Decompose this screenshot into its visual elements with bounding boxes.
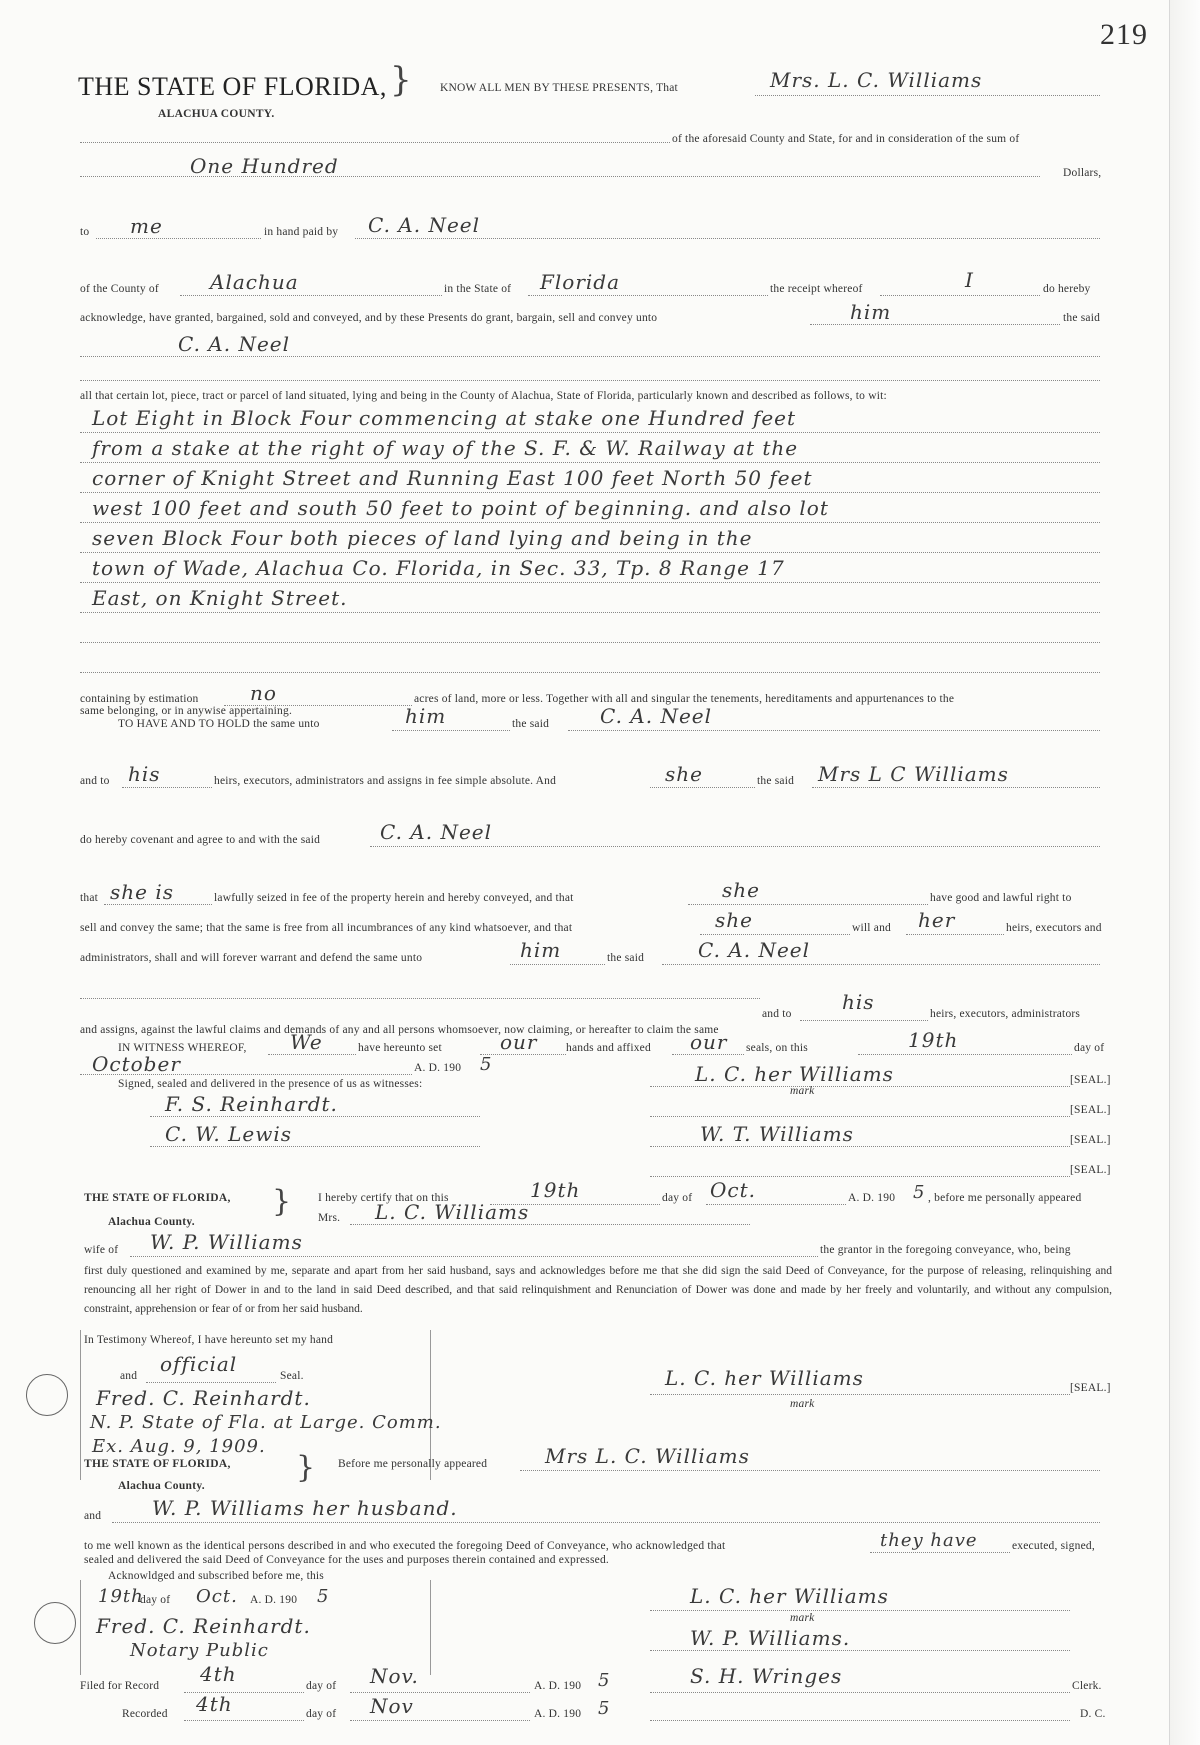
and-to-text: and to: [80, 775, 110, 787]
notary-signature: Fred. C. Reinhardt.: [96, 1386, 311, 1410]
description-line: East, on Knight Street.: [92, 586, 348, 610]
description-line: town of Wade, Alachua Co. Florida, in Sec. 33, Tp. 8 Range 17: [92, 556, 785, 580]
seal-text: Seal.: [280, 1370, 304, 1382]
know-all-men: KNOW ALL MEN BY THESE PRESENTS, That: [440, 82, 678, 94]
appertaining-text: same belonging, or in anywise appertaining.: [80, 705, 293, 717]
cert-husband: W. P. Williams: [150, 1230, 303, 1254]
ack-day: 19th: [98, 1586, 144, 1607]
receipt-pronoun: I: [965, 268, 974, 292]
cert-mrs: Mrs.: [318, 1212, 341, 1224]
clerk-text: Clerk.: [1072, 1680, 1102, 1692]
ack-day-of: day of: [140, 1594, 171, 1606]
and-to-his: his: [842, 990, 875, 1014]
do-hereby-text: do hereby: [1043, 283, 1091, 295]
covenant-grantee: C. A. Neel: [380, 820, 493, 844]
acres-text: acres of land, more or less. Together with all and singular the tenements, hereditaments and appurtenances to the: [414, 693, 955, 705]
cert-county: Alachua County.: [108, 1216, 195, 1228]
of-county-text: of the County of: [80, 283, 159, 295]
page-fold-edge: [1169, 0, 1200, 1745]
seal-label: [SEAL.]: [1070, 1104, 1111, 1116]
day-of-text: day of: [1074, 1042, 1105, 1054]
filed-ad: A. D. 190: [534, 1680, 582, 1692]
signed-sealed-text: Signed, sealed and delivered in the presence of us as witnesses:: [118, 1078, 423, 1090]
mark-text: mark: [790, 1612, 815, 1624]
grantor-signature: L. C. her Williams: [695, 1062, 894, 1086]
ack-notary-title: Notary Public: [130, 1640, 269, 1661]
heirs-said: the said: [757, 775, 795, 787]
witness-month: October: [92, 1052, 181, 1076]
subscribed-text: Acknowldged and subscribed before me, this: [108, 1570, 324, 1582]
ack-county: Alachua County.: [118, 1480, 205, 1492]
state-name: Florida: [540, 270, 620, 294]
to-have-pronoun: him: [405, 704, 447, 728]
header-brace: }: [390, 60, 412, 100]
ack-notary: Fred. C. Reinhardt.: [96, 1614, 311, 1638]
hereunto-text: have hereunto set: [358, 1042, 442, 1054]
seized-she-is: she is: [110, 880, 174, 904]
county-name: Alachua: [210, 270, 299, 294]
rec-ad: A. D. 190: [534, 1708, 582, 1720]
witness-we: We: [290, 1030, 323, 1054]
grantee-pronoun: him: [850, 300, 892, 324]
ack-text3: sealed and delivered the said Deed of Conveyance for the uses and purposes therein contained and expressed.: [84, 1554, 609, 1566]
description-line: corner of Knight Street and Running East 100 feet North 50 feet: [92, 466, 813, 490]
warrant-grantee: C. A. Neel: [698, 938, 811, 962]
recorded-text: Recorded: [122, 1708, 168, 1720]
ack-signature: L. C. her Williams: [690, 1584, 889, 1608]
hands-text: hands and affixed: [566, 1042, 651, 1054]
seized-she: she: [722, 878, 760, 902]
grantee-name: C. A. Neel: [178, 332, 291, 356]
sell-text: sell and convey the same; that the same is free from all incumbrances of any kind whatsoever, and that: [80, 922, 573, 934]
containing-text: containing by estimation: [80, 693, 199, 705]
cert-year: 5: [913, 1182, 926, 1203]
to-text: to: [80, 226, 90, 238]
witness-year: 5: [480, 1054, 493, 1075]
description-line: Lot Eight in Block Four commencing at stake one Hundred feet: [92, 406, 797, 430]
testimony-text: In Testimony Whereof, I have hereunto set my hand: [84, 1334, 334, 1346]
receipt-text: the receipt whereof: [770, 283, 863, 295]
heirs-she: she: [665, 762, 703, 786]
ack-month: Oct.: [196, 1586, 238, 1607]
description-line: from a stake at the right of way of the S. F. & W. Railway at the: [92, 436, 799, 460]
and-to-his-text: and to: [762, 1008, 792, 1020]
witness-day: 19th: [908, 1028, 959, 1052]
seized-that: that: [80, 892, 99, 904]
sell-she: she: [715, 908, 753, 932]
ack-year: 5: [317, 1586, 330, 1607]
rec-day: 4th: [196, 1692, 233, 1716]
county-heading: ALACHUA COUNTY.: [158, 108, 275, 120]
lawful-claims-text: and assigns, against the lawful claims and demands of any and all persons whomsoever, now claiming, or hereafter to claim the same: [80, 1024, 719, 1036]
will-and-text: will and: [852, 922, 891, 934]
filed-month: Nov.: [370, 1664, 419, 1688]
rec-month: Nov: [370, 1694, 414, 1718]
seized-right: have good and lawful right to: [930, 892, 1072, 904]
filed-day: 4th: [200, 1662, 237, 1686]
dollars-text: Dollars,: [1063, 167, 1102, 179]
cert-brace: }: [272, 1184, 292, 1219]
notary-title: N. P. State of Fla. at Large. Comm.: [90, 1412, 442, 1433]
cert-state: THE STATE OF FLORIDA,: [84, 1192, 231, 1204]
witness-our2: our: [690, 1030, 728, 1054]
notary-seal-mark: [34, 1602, 76, 1644]
filed-day-of: day of: [306, 1680, 337, 1692]
seal-label: [SEAL.]: [1070, 1074, 1111, 1086]
sell-her: her: [918, 908, 956, 932]
heirs-grantor: Mrs L C Williams: [818, 762, 1009, 786]
seals-text: seals, on this: [746, 1042, 808, 1054]
grantor-name: Mrs. L. C. Williams: [770, 68, 983, 92]
ack-name: Mrs L. C. Williams: [545, 1444, 750, 1468]
filed-text: Filed for Record: [80, 1680, 160, 1692]
clerk-signature: S. H. Wringes: [690, 1664, 843, 1688]
heirs-his: his: [128, 762, 161, 786]
cert-name: L. C. Williams: [375, 1200, 530, 1224]
seal-label: [SEAL.]: [1070, 1164, 1111, 1176]
cert-day: 19th: [530, 1178, 581, 1202]
description-line: seven Block Four both pieces of land lying and being in the: [92, 526, 753, 550]
in-hand-paid-text: in hand paid by: [264, 226, 339, 238]
payer-name: C. A. Neel: [368, 213, 481, 237]
covenant-text: do hereby covenant and agree to and with the said: [80, 834, 321, 846]
and-text: and: [120, 1370, 138, 1382]
notary-expires: Ex. Aug. 9, 1909.: [92, 1436, 266, 1457]
cert-ad: A. D. 190: [848, 1192, 896, 1204]
warrant-him: him: [520, 938, 562, 962]
consideration-sum: One Hundred: [190, 154, 339, 178]
cert-body: first duly questioned and examined by me, separate and apart from her said husband, says and acknowledges before me that she did sign the said Deed of Conveyance, for the purpose of releasing, relinquishing and renouncing all her right of Dower in and to the land in said Deed described, and that said relinquishment and Renunciation of Dower was done and made by her freely and voluntarily, and without any compulsion, constraint, apprehension or fear of or from her said husband.: [84, 1265, 1112, 1315]
page-number: 219: [1100, 18, 1148, 51]
witness-signature: F. S. Reinhardt.: [165, 1092, 338, 1116]
ack-ad: A. D. 190: [250, 1594, 298, 1606]
heirs-admin-text: heirs, executors, administrators: [930, 1008, 1081, 1020]
heirs-text: heirs, executors, administrators and assigns in fee simple absolute. And: [214, 775, 557, 787]
grantor-text: the grantor in the foregoing conveyance, who, being: [820, 1244, 1071, 1256]
witness-our: our: [500, 1030, 538, 1054]
to-have-text: TO HAVE AND TO HOLD the same unto: [118, 718, 320, 730]
acres-value: no: [250, 681, 277, 705]
all-that-text: all that certain lot, piece, tract or parcel of land situated, lying and being in the County of Alachua, State of Florida, particularly known and described as follows, to wit:: [80, 390, 887, 402]
state-heading: THE STATE OF FLORIDA,: [78, 72, 387, 101]
warrant-said: the said: [607, 952, 645, 964]
rec-day-of: day of: [306, 1708, 337, 1720]
mark-text: mark: [790, 1398, 815, 1410]
dc-text: D. C.: [1080, 1708, 1106, 1720]
seal-label: [SEAL.]: [1070, 1134, 1111, 1146]
testimony-signature: L. C. her Williams: [665, 1366, 864, 1390]
rec-year: 5: [598, 1698, 611, 1719]
to-have-said: the said: [512, 718, 550, 730]
the-said-text: the said: [1063, 312, 1101, 324]
grantor-signature: W. T. Williams: [700, 1122, 854, 1146]
ack-and: and: [84, 1510, 102, 1522]
wife-of-text: wife of: [84, 1244, 119, 1256]
to-have-grantee: C. A. Neel: [600, 704, 713, 728]
official-text: official: [160, 1352, 238, 1376]
witness-signature: C. W. Lewis: [165, 1122, 292, 1146]
payee: me: [130, 214, 163, 238]
acknowledge-text: acknowledge, have granted, bargained, sold and conveyed, and by these Presents do grant, bargain, sell and convey unto: [80, 312, 658, 324]
warrant-text: administrators, shall and will forever warrant and defend the same unto: [80, 952, 423, 964]
cert-before: , before me personally appeared: [928, 1192, 1082, 1204]
mark-text: mark: [790, 1085, 815, 1097]
aforesaid-text: of the aforesaid County and State, for and in consideration of the sum of: [672, 133, 1020, 145]
in-state-text: in the State of: [444, 283, 512, 295]
cert-day-of: day of: [662, 1192, 693, 1204]
ack-they: they have: [880, 1530, 978, 1551]
filed-year: 5: [598, 1670, 611, 1691]
ack-state: THE STATE OF FLORIDA,: [84, 1458, 231, 1470]
before-me-text: Before me personally appeared: [338, 1458, 488, 1470]
notary-seal-mark: [26, 1374, 68, 1416]
ack-text1: to me well known as the identical persons described in and who executed the foregoing Deed of Conveyance, who acknowledged that: [84, 1540, 726, 1552]
ack-husband: W. P. Williams her husband.: [152, 1496, 458, 1520]
witness-ad: A. D. 190: [414, 1062, 462, 1074]
description-line: west 100 feet and south 50 feet to point of beginning. and also lot: [92, 496, 829, 520]
seized-text: lawfully seized in fee of the property herein and hereby conveyed, and that: [214, 892, 574, 904]
ack-text2: executed, signed,: [1012, 1540, 1095, 1552]
heirs-executors-text: heirs, executors and: [1006, 922, 1102, 934]
certify-text: I hereby certify that on this: [318, 1192, 449, 1204]
ack-signature: W. P. Williams.: [690, 1626, 851, 1650]
cert-month: Oct.: [710, 1178, 756, 1202]
ack-brace: }: [296, 1450, 316, 1485]
seal-label: [SEAL.]: [1070, 1382, 1111, 1394]
in-witness-text: IN WITNESS WHEREOF,: [118, 1042, 247, 1054]
